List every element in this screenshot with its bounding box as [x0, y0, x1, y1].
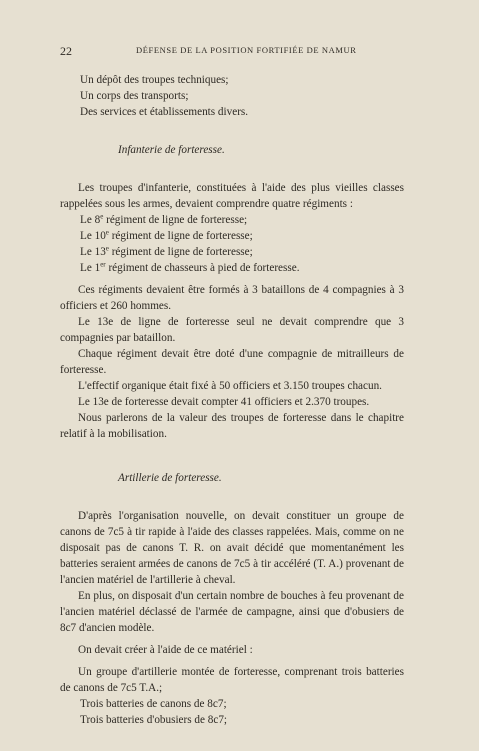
- ordinal-suffix: e: [105, 228, 109, 237]
- list-item: Un corps des transports;: [80, 90, 189, 102]
- regiment-item: Le 10e régiment de ligne de forteresse;: [80, 228, 253, 242]
- paragraph: D'après l'organisation nouvelle, on devait constituer un groupe de canons de 7c5 à tir rapide à l'aide des classes rappelées. Mais, comme on ne disposait pas de canons T. R. on avait décidé que momentanément les batteries seraient armées de canons de 7c5 à tir accéléré (T. A.) provenant de l'ancien matériel de l'artillerie à cheval.: [60, 510, 404, 586]
- page-number: 22: [60, 44, 72, 58]
- paragraph: En plus, on disposait d'un certain nombre de bouches à feu provenant de l'ancien matériel déclassé de l'armée de campagne, ainsi que d'obusiers de 8c7 d'ancien modèle.: [60, 590, 404, 634]
- page-body: [60, 72, 404, 728]
- ordinal-suffix: er: [100, 260, 106, 269]
- paragraph: Ces régiments devaient être formés à 3 bataillons de 4 compagnies à 3 officiers et 260 hommes.: [60, 284, 404, 312]
- regiment-text: régiment de ligne de forteresse;: [108, 230, 253, 242]
- section-heading-infantry: Infanterie de forteresse.: [118, 144, 225, 156]
- list-item: Trois batteries de canons de 8c7;: [80, 698, 227, 710]
- paragraph: Nous parlerons de la valeur des troupes de forteresse dans le chapitre relatif à la mobilisation.: [60, 412, 404, 440]
- regiment-number: 1: [94, 262, 101, 274]
- regiment-item: Le 8e régiment de ligne de forteresse;: [80, 212, 248, 226]
- paragraph: L'effectif organique était fixé à 50 officiers et 3.150 troupes chacun.: [78, 380, 382, 392]
- ordinal-suffix: e: [100, 212, 104, 221]
- paragraph: On devait créer à l'aide de ce matériel :: [78, 644, 253, 656]
- regiment-item: Le 1er régiment de chasseurs à pied de forteresse.: [80, 260, 300, 274]
- section-heading-artillery: Artillerie de forteresse.: [118, 472, 222, 484]
- regiment-text: régiment de ligne de forteresse;: [103, 214, 248, 226]
- paragraph: Un groupe d'artillerie montée de forteresse, comprenant trois batteries de canons de 7c5 T.A.;: [60, 666, 404, 694]
- paragraph: Chaque régiment devait être doté d'une compagnie de mitrailleurs de forteresse.: [60, 348, 404, 376]
- paragraph: Les troupes d'infanterie, constituées à l'aide des plus vieilles classes rappelées sous les armes, devaient comprendre quatre régiments :: [60, 182, 404, 210]
- regiment-number: 10: [94, 230, 106, 242]
- regiment-item: Le 13e régiment de ligne de forteresse;: [80, 244, 253, 258]
- paragraph: Le 13e de forteresse devait compter 41 officiers et 2.370 troupes.: [78, 396, 370, 408]
- paragraph: Le 13e de ligne de forteresse seul ne devait comprendre que 3 compagnies par bataillon.: [60, 316, 404, 344]
- list-item: Trois batteries d'obusiers de 8c7;: [80, 714, 228, 726]
- regiment-number: 8: [94, 214, 101, 226]
- regiment-text: régiment de chasseurs à pied de forteresse.: [105, 262, 300, 274]
- ordinal-suffix: e: [105, 244, 109, 253]
- list-item: Un dépôt des troupes techniques;: [80, 74, 229, 86]
- running-title: DÉFENSE DE LA POSITION FORTIFIÉE DE NAMUR: [136, 45, 357, 55]
- list-item: Des services et établissements divers.: [80, 106, 249, 118]
- page-header: [60, 44, 427, 58]
- regiment-number: 13: [94, 246, 106, 258]
- regiment-text: régiment de ligne de forteresse;: [108, 246, 253, 258]
